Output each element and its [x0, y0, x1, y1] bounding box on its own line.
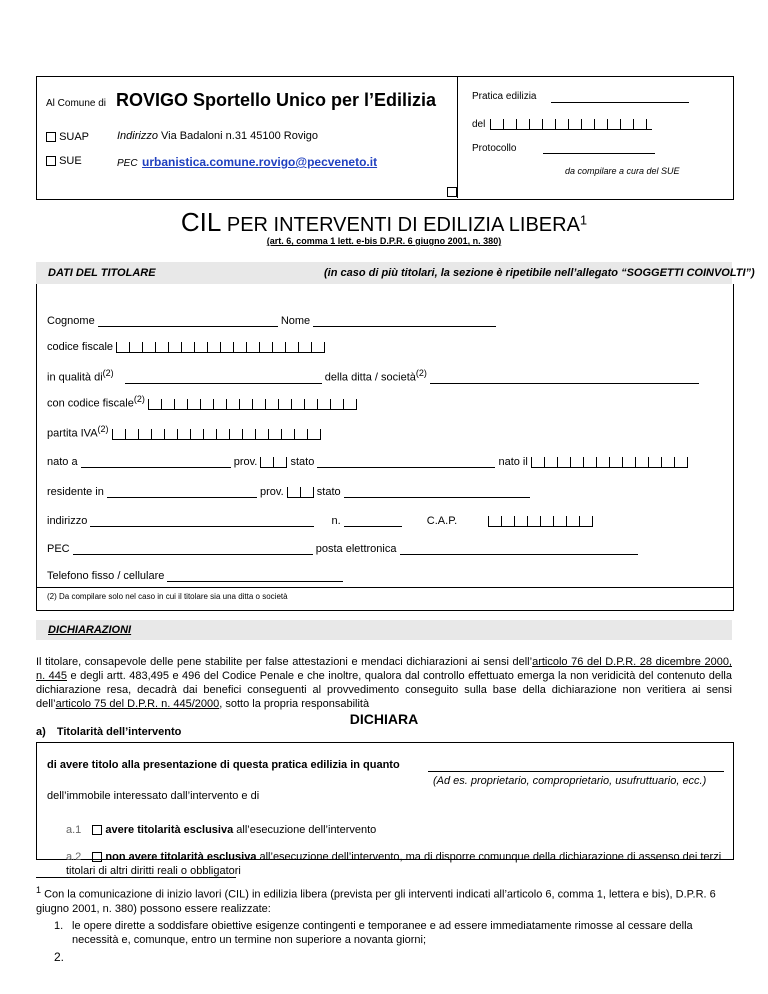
telefono-label: Telefono fisso / cellulare [47, 570, 165, 582]
pratica-field[interactable] [551, 91, 689, 103]
a1-checkbox[interactable] [92, 825, 102, 835]
codice-fiscale-label: codice fiscale [47, 341, 114, 353]
del-date-cells[interactable] [490, 119, 652, 130]
a2-bold: non avere titolarità esclusiva [105, 851, 257, 863]
sue-checkbox[interactable] [46, 156, 56, 166]
cognome-label: Cognome [47, 315, 95, 327]
nome-label: Nome [280, 315, 311, 327]
indirizzo-row [117, 130, 318, 142]
cap-cells[interactable] [488, 516, 593, 527]
titolo-field[interactable] [428, 759, 724, 772]
header-divider [457, 76, 458, 198]
del-label: del [472, 119, 486, 130]
n-field[interactable] [344, 515, 402, 527]
dichiarazioni-paragraph [36, 655, 732, 711]
cognome-row [47, 315, 496, 327]
art75-link[interactable]: articolo 75 del D.P.R. n. 445/2000 [55, 698, 220, 710]
dichiarazioni-title: DICHIARAZIONI [48, 624, 132, 636]
telefono-row [47, 570, 343, 582]
telefono-field[interactable] [167, 570, 343, 582]
stato-field-2[interactable] [344, 486, 530, 498]
ditta-field[interactable] [430, 372, 699, 384]
suap-checkbox[interactable] [46, 132, 56, 142]
nato-il-label: nato il [498, 456, 528, 468]
protocollo-label: Protocollo [472, 143, 517, 154]
nota-2: (2) Da compilare solo nel caso in cui il titolare sia una ditta o società [47, 592, 288, 601]
pratica-label: Pratica edilizia [472, 91, 537, 102]
option-a1[interactable] [66, 824, 376, 836]
indirizzo-titolare-field[interactable] [90, 515, 314, 527]
footnote-number: 1 [36, 885, 42, 895]
footnote-separator [36, 877, 236, 878]
titolare-section-title: DATI DEL TITOLARE [48, 267, 156, 279]
cognome-field[interactable] [98, 315, 278, 327]
con-codice-row [47, 394, 357, 410]
nato-il-cells[interactable] [531, 457, 688, 468]
dich-text-3: , sotto la propria responsabilità [219, 698, 370, 710]
prov-label: prov. [260, 486, 284, 498]
con-codice-cells[interactable] [148, 399, 357, 410]
titolo-example: (Ad es. proprietario, comproprietario, usufruttuario, ecc.) [433, 775, 707, 787]
pec-titolare-field[interactable] [73, 543, 313, 555]
codice-fiscale-row [47, 341, 325, 353]
prov-cells[interactable] [260, 457, 287, 468]
comune-label: Al Comune di [46, 98, 107, 109]
a2-checkbox[interactable] [92, 852, 102, 862]
residente-label: residente in [47, 486, 104, 498]
footnote-item-1 [54, 919, 734, 947]
sue-note: da compilare a cura del SUE [565, 166, 680, 176]
pec-link[interactable]: urbanistica.comune.rovigo@pecveneto.it [142, 155, 378, 169]
nato-a-label: nato a [47, 456, 78, 468]
a1-text: all’esecuzione dell’intervento [233, 824, 377, 836]
art76-link[interactable]: articolo 76 del D.P.R. 28 dicembre 2000, n. 445 [36, 656, 732, 682]
header-checkbox[interactable] [447, 183, 457, 201]
dich-text-2: e degli artt. 483,495 e 496 del Codice Penale e che inoltre, qualora dal controllo effettuato emerga la non veridicità del contenuto della dichiarazione resa, decadrà dai benefici conseguenti al provvedimento conseguito sulla base della dichiarazione non veritiera ai sensi dell’ [36, 670, 732, 710]
note-ref: (2) [102, 368, 114, 378]
pec-label: PEC [117, 158, 138, 169]
con-codice-label: con codice fiscale [47, 397, 134, 410]
title-cil: CIL [180, 207, 222, 237]
a1-bold: avere titolarità esclusiva [105, 824, 234, 836]
partita-iva-label: partita IVA [47, 427, 98, 440]
pec-titolare-row [47, 543, 638, 555]
stato-field[interactable] [317, 456, 495, 468]
dich-text-1: Il titolare, consapevole delle pene stabilite per false attestazioni e mendaci dichiarazioni ai sensi dell’ [36, 656, 533, 668]
qualita-row [47, 368, 699, 384]
item1-text: le opere dirette a soddisfare obiettive esigenze contingenti e temporanee e ad essere immediatamente rimosse al cessare della necessità e, comunque, entro un termine non superiore a novanta giorni; [72, 920, 693, 946]
note-ref: (2) [97, 424, 109, 434]
posta-label: posta elettronica [315, 543, 397, 555]
titolare-section-note: (in caso di più titolari, la sezione è ripetibile nell’allegato “SOGGETTI COINVOLTI”) [324, 267, 755, 279]
n-label: n. [331, 515, 341, 527]
nome-field[interactable] [313, 315, 496, 327]
a1-number: a.1 [66, 824, 82, 836]
cap-label: C.A.P. [426, 515, 458, 527]
stato-label: stato [290, 456, 315, 468]
note-ref: (2) [133, 394, 145, 404]
nato-a-field[interactable] [81, 456, 231, 468]
title-rest: PER INTERVENTI DI EDILIZIA LIBERA [221, 214, 580, 236]
section-a-text: Titolarità dell’intervento [56, 726, 182, 738]
codice-fiscale-cells[interactable] [116, 342, 325, 353]
sue-option[interactable] [46, 155, 82, 167]
divider [36, 587, 733, 588]
comune-name: ROVIGO Sportello Unico per l’Edilizia [116, 90, 437, 110]
indirizzo-label: Indirizzo [117, 130, 158, 142]
protocollo-field[interactable] [543, 142, 655, 154]
a2-number: a.2 [66, 851, 82, 863]
nato-row [47, 456, 688, 468]
indirizzo-titolare-label: indirizzo [47, 515, 88, 527]
section-a-label: a) [36, 726, 46, 738]
note-ref: (2) [415, 368, 427, 378]
indirizzo-value: Via Badaloni n.31 45100 Rovigo [161, 130, 319, 142]
section-a-title [36, 726, 181, 738]
qualita-label: in qualità di [47, 371, 103, 384]
prov-label: prov. [233, 456, 258, 468]
footnote-text: Con la comunicazione di inizio lavori (CIL) in edilizia libera (prevista per gli interventi indicati all’articolo 6, comma 1, lettera e bis), D.P.R. 6 giugno 2001, n. 380) possono essere realizzate: [36, 888, 716, 915]
titolo-text: di avere titolo alla presentazione di questa pratica edilizia in quanto [47, 759, 400, 771]
immobile-text: dell’immobile interessato dall’intervento e di [47, 790, 260, 802]
footnote [36, 883, 734, 916]
dichiarazioni-header [36, 620, 732, 640]
residente-row [47, 486, 530, 498]
page-title [0, 207, 768, 238]
suap-label: SUAP [59, 131, 90, 143]
dichiara-heading: DICHIARA [349, 711, 419, 727]
indirizzo-titolare-row [47, 515, 593, 527]
partita-iva-row [47, 424, 321, 440]
item1-number: 1. [54, 920, 64, 932]
prov-cells-2[interactable] [287, 487, 314, 498]
sue-label: SUE [59, 155, 82, 167]
titolare-box [36, 284, 734, 611]
pec-titolare-label: PEC [47, 543, 70, 555]
partita-iva-cells[interactable] [112, 429, 321, 440]
suap-option[interactable] [46, 131, 89, 143]
residente-field[interactable] [107, 486, 257, 498]
stato-label: stato [316, 486, 341, 498]
title-subtitle: (art. 6, comma 1 lett. e-bis D.P.R. 6 giugno 2001, n. 380) [266, 236, 502, 246]
a2-text: all’esecuzione dell’intervento, ma di disporre comunque della dichiarazione di assenso dei terzi titolari di altri diritti reali o obbligatori [66, 851, 722, 877]
ditta-label: della ditta / società [324, 371, 416, 384]
option-a2[interactable] [66, 850, 726, 878]
qualita-field[interactable] [125, 372, 322, 384]
posta-field[interactable] [400, 543, 638, 555]
pec-row [117, 153, 377, 171]
title-footnote-ref: 1 [579, 212, 588, 228]
footnote-item-2: 2. [54, 950, 65, 964]
